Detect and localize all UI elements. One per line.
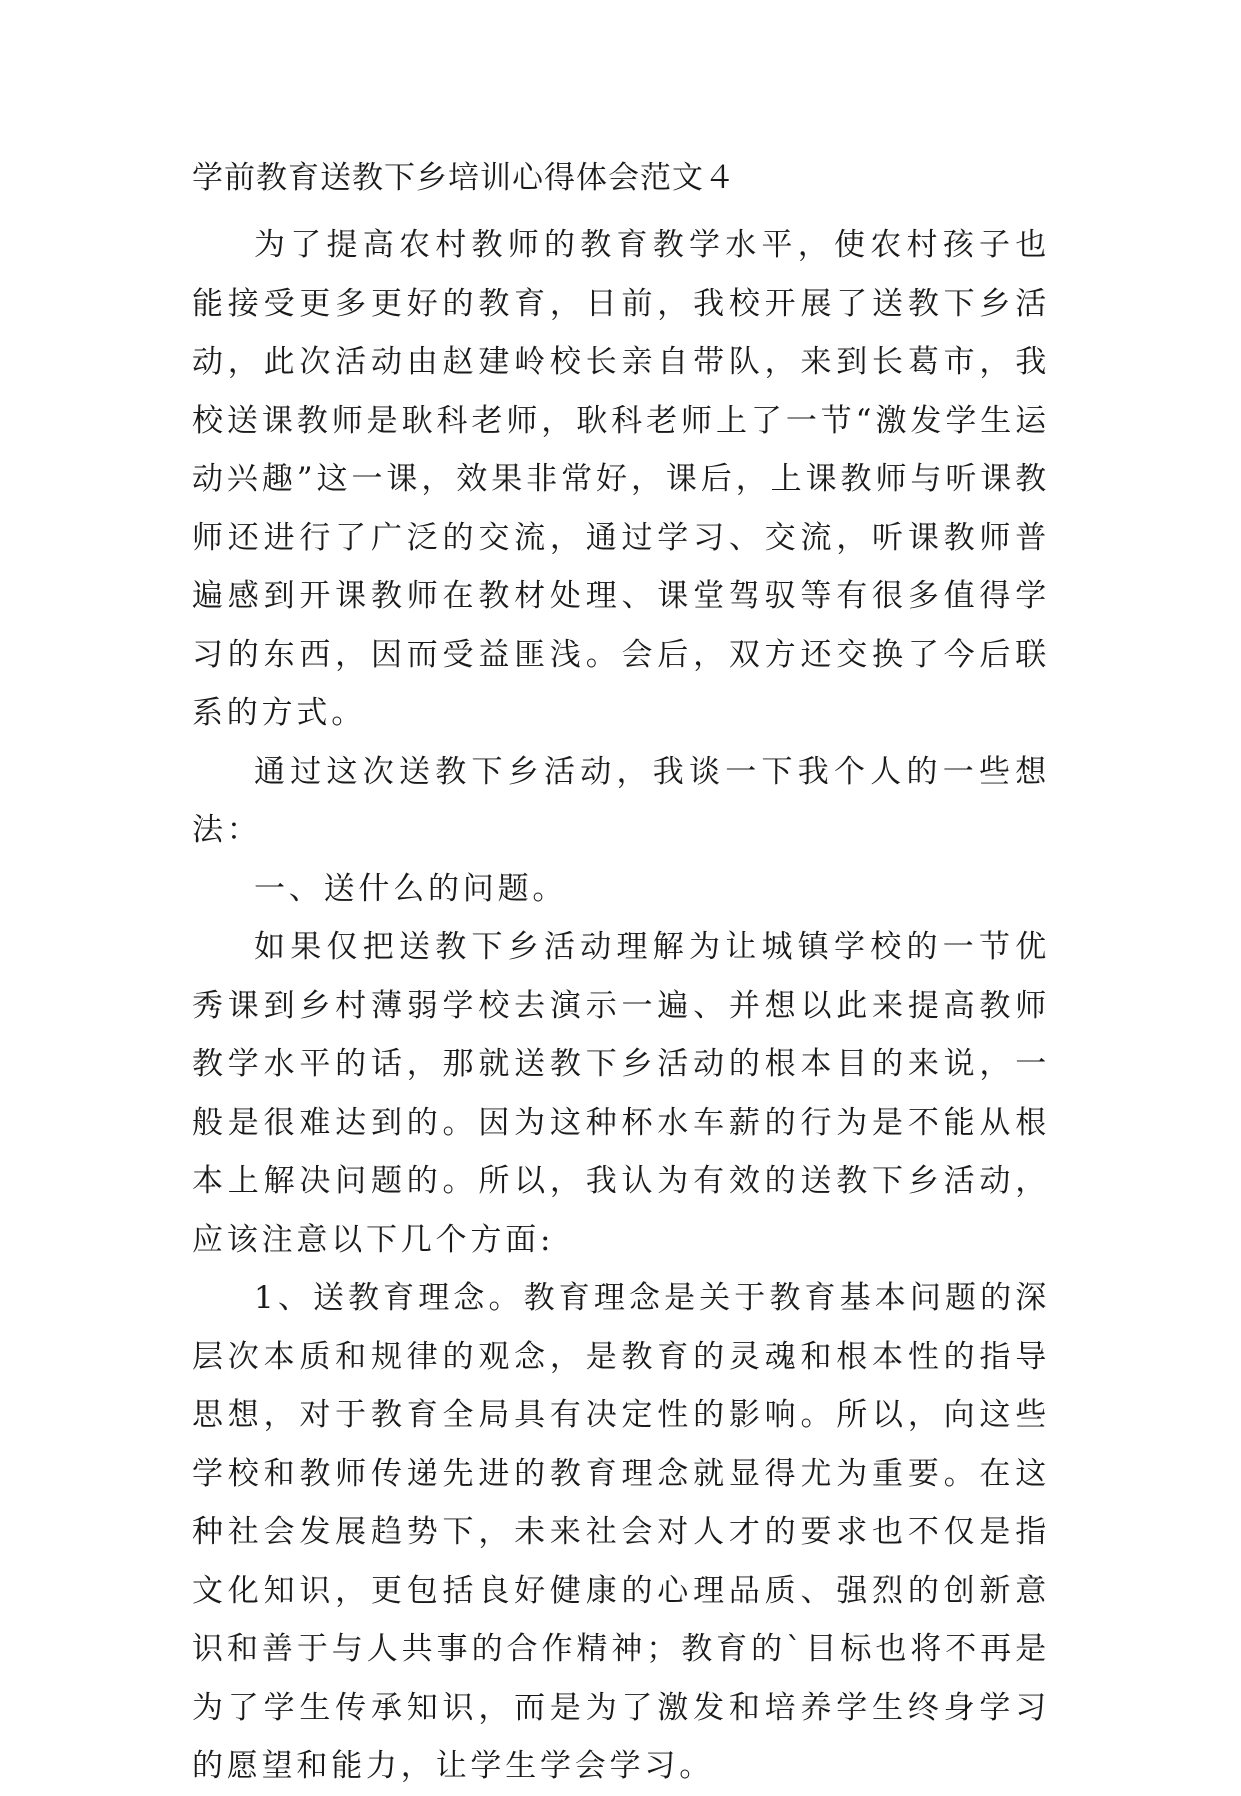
section-heading-what-to-send: 一、送什么的问题。 [254, 870, 568, 907]
paragraph-intro: 为了提高农村教师的教育教学水平，使农村孩子也能接受更多更好的教育，日前，我校开展了送教下乡活动，此次活动由赵建岭校长亲自带队，来到长葛市，我校送课教师是耿科老师，耿科老师上了一节“激发学生运动兴趣”这一课，效果非常好，课后，上课教师与听课教师还进行了广泛的交流，通过学习、交流，听课教师普遍感到开课教师在教材处理、课堂驾驭等有很多值得学习的东西，因而受益匪浅。会后，双方还交换了今后联系的方式。 [192, 227, 1050, 731]
document-body [192, 216, 1050, 1796]
paragraph-educational-philosophy: 1、送教育理念。教育理念是关于教育基本问题的深层次本质和规律的观念，是教育的灵魂和根本性的指导思想，对于教育全局具有决定性的影响。所以，向这些学校和教师传递先进的教育理念就显得尤为重要。在这种社会发展趋势下，未来社会对人才的要求也不仅是指文化知识，更包括良好健康的心理品质、强烈的创新意识和善于与人共事的合作精神；教育的`目标也将不再是为了学生传承知识，而是为了激发和培养学生终身学习的愿望和能力，让学生学会学习。 [192, 1280, 1050, 1784]
paragraph-analysis: 如果仅把送教下乡活动理解为让城镇学校的一节优秀课到乡村薄弱学校去演示一遍、并想以此来提高教师教学水平的话，那就送教下乡活动的根本目的来说，一般是很难达到的。因为这种杯水车薪的行为是不能从根本上解决问题的。所以，我认为有效的送教下乡活动，应该注意以下几个方面: [192, 929, 1050, 1258]
paragraph-thoughts-lead: 通过这次送教下乡活动，我谈一下我个人的一些想法： [192, 753, 1050, 848]
document-title: 学前教育送教下乡培训心得体会范文４ [192, 160, 736, 196]
